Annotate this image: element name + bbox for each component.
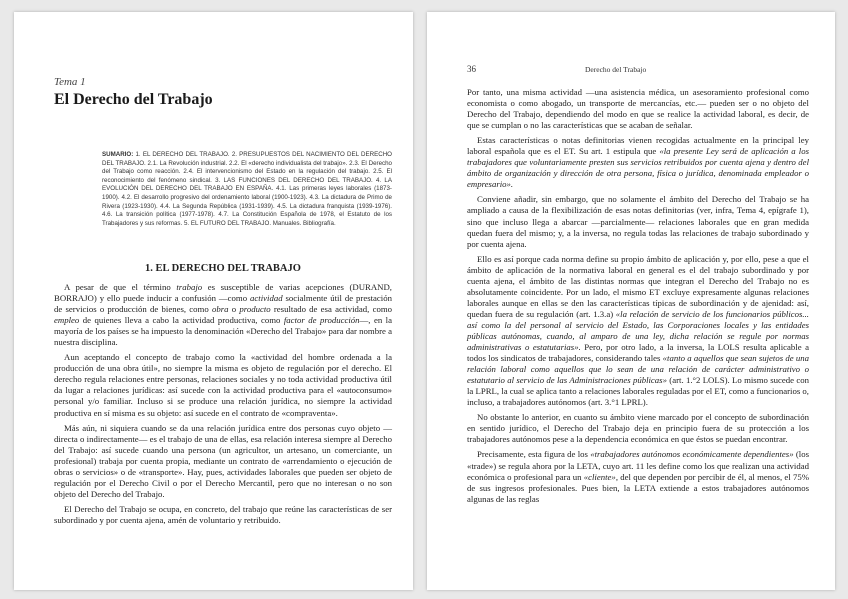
summary-text: 1. EL DERECHO DEL TRABAJO. 2. PRESUPUESTOS DEL NACIMIENTO DEL DERECHO DEL TRABAJO. 2.1. La Revolución industrial. 2.2. El «derecho individualista del trabajo». 2.3. El Derecho del Trabajo como reacción. 2.4. El intervencionismo del Estado en la regulación del trabajo. 2.5. El reconocimiento del fenómeno sindical. 3. LAS FUNCIONES DEL DERECHO DEL TRABAJO. 4. LA EVOLUCIÓN DEL DERECHO DEL TRABAJO EN ESPAÑA. 4.1. Las primeras leyes laborales (1873-1900). 4.2. El desarrollo progresivo del ordenamiento laboral (1900-1923). 4.3. La dictadura de Primo de Rivera (1923-1930). 4.4. La Segunda República (1931-1939). 4.5. La dictadura franquista (1939-1976). 4.6. La transición política (1977-1978). 4.7. La Constitución Española de 1978, el Estatuto de los Trabajadores y sus reformas. 5. EL FUTURO DEL TRABAJO. Manuales. Bibliografía.: [102, 151, 392, 227]
left-page: [14, 12, 413, 590]
page-number: 36: [467, 64, 476, 74]
running-header: Derecho del Trabajo: [585, 65, 647, 74]
right-body-text: [467, 87, 809, 509]
left-body-text: [54, 282, 392, 530]
section-heading: 1. EL DERECHO DEL TRABAJO: [145, 263, 301, 274]
chapter-title: El Derecho del Trabajo: [54, 91, 213, 108]
chapter-summary: [102, 151, 392, 228]
paragraph: Precisamente, esta figura de los «trabajadores autónomos económicamente dependientes» (los «trade») se regula ahora por la LETA, cuyo art. 11 les define como los que realizan una actividad económica o profesional para un «cliente», del que dependen por percibir de él, al menos, el 75% de sus ingresos profesionales. Pues bien, la LETA extiende a estos trabajadores autónomos algunas de las reglas: [467, 449, 810, 504]
chapter-number-label: Tema 1: [54, 76, 86, 88]
paragraph: Por tanto, una misma actividad —una asistencia médica, un asesoramiento profesional como economista o como abogado, un transporte de mercancías, etc.— pueden ser o no objeto del Derecho del Trabajo, dependiendo del modo en que se realice la actividad laboral, es decir, de que se cumplan o no las características que se acaban de señalar.: [467, 87, 809, 131]
paragraph: Conviene añadir, sin embargo, que no solamente el ámbito del Derecho del Trabajo se ha ampliado a causa de la flexibilización de esas notas definitorias (ver, infra, Tema 4, epígrafe 1), sino que incluso llega a abarcar —parcialmente— relaciones laborales que en gran medida quedan fuera del mismo; y, a la inversa, no regula todas las relaciones de trabajo subordinado y por cuenta ajena.: [467, 194, 809, 249]
paragraph: Aun aceptando el concepto de trabajo como la «actividad del hombre ordenada a la producción de una obra útil», no siempre la misma es objeto de regulación por el derecho. El derecho regula relaciones entre personas, relaciones sociales y no toda actividad productiva útil da lugar a relaciones jurídicas: así sucede con la actividad productiva para el «autoconsumo» personal y/o familiar. Incluso si se produce una relación jurídica, no siempre la actividad productiva en sí misma es su objeto: así sucede en el contrato de «compraventa».: [54, 352, 392, 418]
paragraph: Más aún, ni siquiera cuando se da una relación jurídica entre dos personas cuyo objeto —directa o indirectamente— es el trabajo de una de ellas, esa relación interesa siempre al Derecho del Trabajo: así sucede cuando una persona (un agricultor, un artesano, un comerciante, un profesional) trabaja por cuenta propia, mediante un contrato de «arrendamiento o ejecución de obras o servicios» o de «transporte». Hay, pues, actividades laborales que pueden ser objeto de regulación por el Derecho Civil o por el Derecho Mercantil, pero que no interesan o no son objeto del Derecho del Trabajo.: [54, 422, 392, 499]
paragraph: Estas características o notas definitorias vienen recogidas actualmente en la principal ley laboral española que es el ET. Su art. 1 estipula que «la presente Ley será de aplicación a los trabajadores que voluntariamente presten sus servicios retribuidos por cuenta ajena y dentro del ámbito de organización y dirección de otra persona, física o jurídica, denominada empleador o empresario».: [467, 135, 809, 190]
paragraph: Ello es así porque cada norma define su propio ámbito de aplicación y, por ello, pese a que el ámbito de aplicación de la normativa laboral en general es el del trabajo subordinado y por cuenta ajena, el ámbito de las distintas normas que integran el Derecho del Trabajo no es absolutamente coincidente. Por un lado, el mismo ET excluye expresamente algunas relaciones laborales aunque en ellas se den las características típicas de subordinación y de ajenidad: así, quedan fuera de su regulación (art. 1.3.a) «la relación de servicio de los funcionarios públicos... así como la del personal al servicio del Estado, las Corporaciones locales y las entidades públicas autónomas, cuando, al amparo de una ley, dicha relación se regule por normas administrativas o estatutarias». Pero, por otro lado, a la inversa, la LOLS resulta aplicable a todos los sindicatos de trabajadores, considerando tales «tanto a aquellos que sean sujetos de una relación laboral como aquellos que lo sean de una relación de carácter administrativo o estatutario al servicio de las Administraciones públicas» (art. 1.°2 LOLS). Lo mismo sucede con la LPRL, la cual se aplica tanto a relaciones laborales reguladas por el ET, como a funcionarios o, incluso, a trabajadores autónomos (art. 3.°1 LPRL).: [467, 253, 809, 408]
right-page: [427, 12, 835, 590]
paragraph: A pesar de que el término trabajo es susceptible de varias acepciones (DURAND, BORRAJO) y ello puede inducir a confusión —como actividad socialmente útil de prestación de servicios o producción de bienes, como obra o producto resultado de esa actividad, como empleo de quienes lleva a cabo la actividad productiva, como factor de producción—, en la mayoría de los países se ha impuesto la denominación «Derecho del Trabajo» para dar nombre a nuestra disciplina.: [54, 282, 393, 348]
paragraph: El Derecho del Trabajo se ocupa, en concreto, del trabajo que reúne las características de ser subordinado y por cuenta ajena, amén de voluntario y retribuido.: [54, 503, 392, 525]
summary-label: SUMARIO:: [102, 151, 134, 158]
paragraph: No obstante lo anterior, en cuanto su ámbito viene marcado por el concepto de subordinación en sentido jurídico, el Derecho del Trabajo deja en principio fuera de su protección a los trabajadores autónomos pese a la dependencia económica en que éstos se puedan encontrar.: [467, 412, 809, 445]
